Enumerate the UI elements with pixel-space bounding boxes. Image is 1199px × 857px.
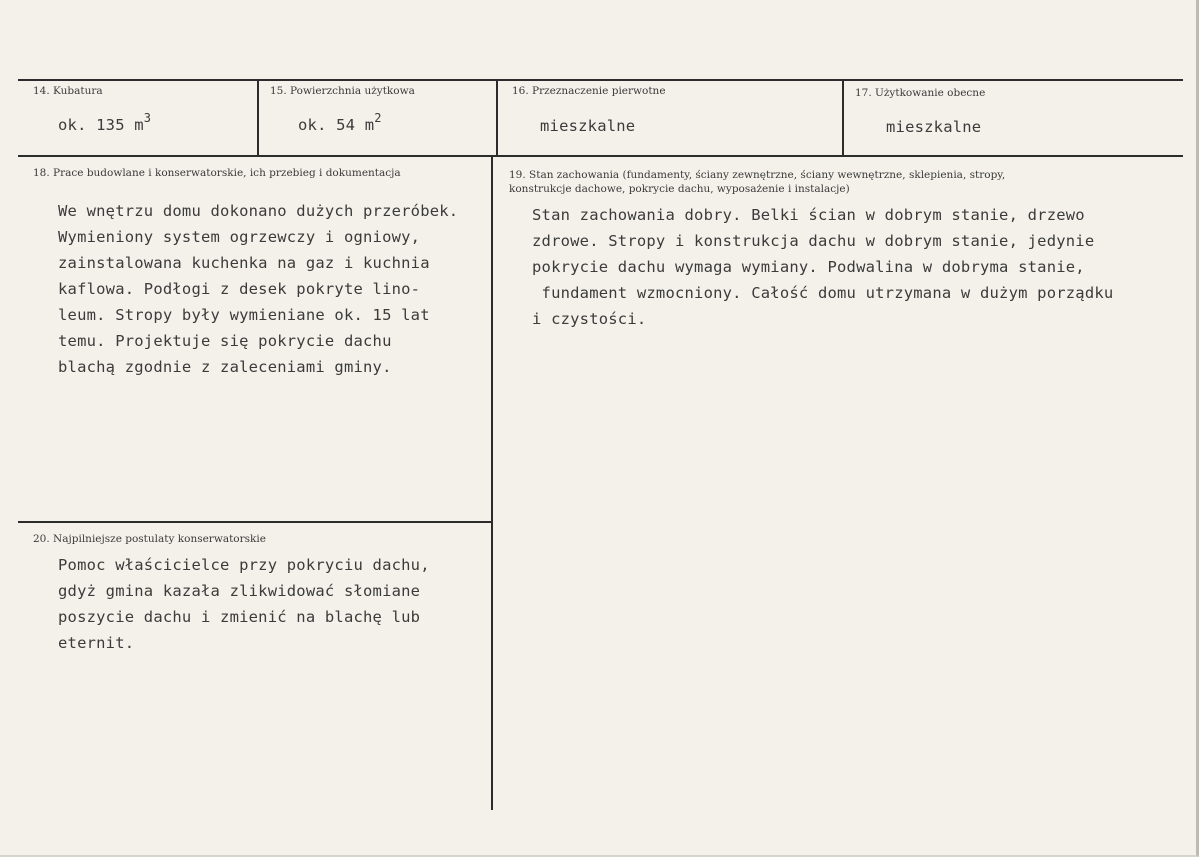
uzytkowanie-label: 17. Użytkowanie obecne bbox=[855, 87, 986, 99]
prace-line: kaflowa. Podłogi z desek pokryte lino- bbox=[58, 280, 421, 298]
divider-left-right bbox=[491, 156, 493, 810]
uzytkowanie-value: mieszkalne bbox=[886, 118, 982, 136]
powierzchnia-number: ok. 54 m bbox=[298, 116, 375, 134]
prace-label: 18. Prace budowlane i konserwatorskie, ich przebieg i dokumentacja bbox=[33, 167, 401, 179]
divider-16-17 bbox=[842, 80, 844, 156]
stan-text bbox=[532, 202, 1113, 332]
postulaty-label: 20. Najpilniejsze postulaty konserwatorskie bbox=[33, 533, 266, 545]
stan-line: pokrycie dachu wymaga wymiany. Podwalina w dobryma stanie, bbox=[532, 258, 1085, 276]
kubatura-value bbox=[58, 111, 152, 134]
prace-line: Wymieniony system ogrzewczy i ogniowy, bbox=[58, 228, 421, 246]
powierzchnia-unit-exponent: 2 bbox=[374, 111, 382, 125]
powierzchnia-value bbox=[298, 111, 382, 134]
przeznaczenie-label: 16. Przeznaczenie pierwotne bbox=[512, 85, 666, 97]
stan-line: i czystości. bbox=[532, 310, 647, 328]
powierzchnia-label: 15. Powierzchnia użytkowa bbox=[270, 85, 415, 97]
postulaty-text bbox=[58, 552, 430, 656]
stan-line: Stan zachowania dobry. Belki ścian w dobrym stanie, drzewo bbox=[532, 206, 1085, 224]
postulaty-line: gdyż gmina kazała zlikwidować słomiane bbox=[58, 582, 421, 600]
header-row-rule bbox=[18, 155, 1183, 157]
stan-line: fundament wzmocniony. Całość domu utrzymana w dużym porządku bbox=[532, 284, 1114, 302]
section-20-rule bbox=[18, 521, 492, 523]
prace-line: blachą zgodnie z zaleceniami gminy. bbox=[58, 358, 392, 376]
prace-line: zainstalowana kuchenka na gaz i kuchnia bbox=[58, 254, 430, 272]
postulaty-line: poszycie dachu i zmienić na blachę lub bbox=[58, 608, 421, 626]
kubatura-number: ok. 135 m bbox=[58, 116, 144, 134]
kubatura-unit-exponent: 3 bbox=[143, 111, 152, 125]
postulaty-line: eternit. bbox=[58, 634, 135, 652]
postulaty-line: Pomoc właścicielce przy pokryciu dachu, bbox=[58, 556, 430, 574]
stan-label-line2: konstrukcje dachowe, pokrycie dachu, wyposażenie i instalacje) bbox=[509, 183, 850, 195]
stan-label-line1: 19. Stan zachowania (fundamenty, ściany zewnętrzne, ściany wewnętrzne, sklepienia, stropy, bbox=[509, 169, 1006, 181]
prace-line: leum. Stropy były wymieniane ok. 15 lat bbox=[58, 306, 430, 324]
stan-line: zdrowe. Stropy i konstrukcja dachu w dobrym stanie, jedynie bbox=[532, 232, 1095, 250]
kubatura-label: 14. Kubatura bbox=[33, 85, 103, 97]
divider-15-16 bbox=[496, 80, 498, 156]
divider-14-15 bbox=[257, 80, 259, 156]
prace-line: temu. Projektuje się pokrycie dachu bbox=[58, 332, 392, 350]
prace-text bbox=[58, 198, 458, 380]
top-rule bbox=[18, 79, 1183, 81]
prace-line: We wnętrzu domu dokonano dużych przeróbek. bbox=[58, 202, 459, 220]
przeznaczenie-value: mieszkalne bbox=[540, 117, 636, 135]
